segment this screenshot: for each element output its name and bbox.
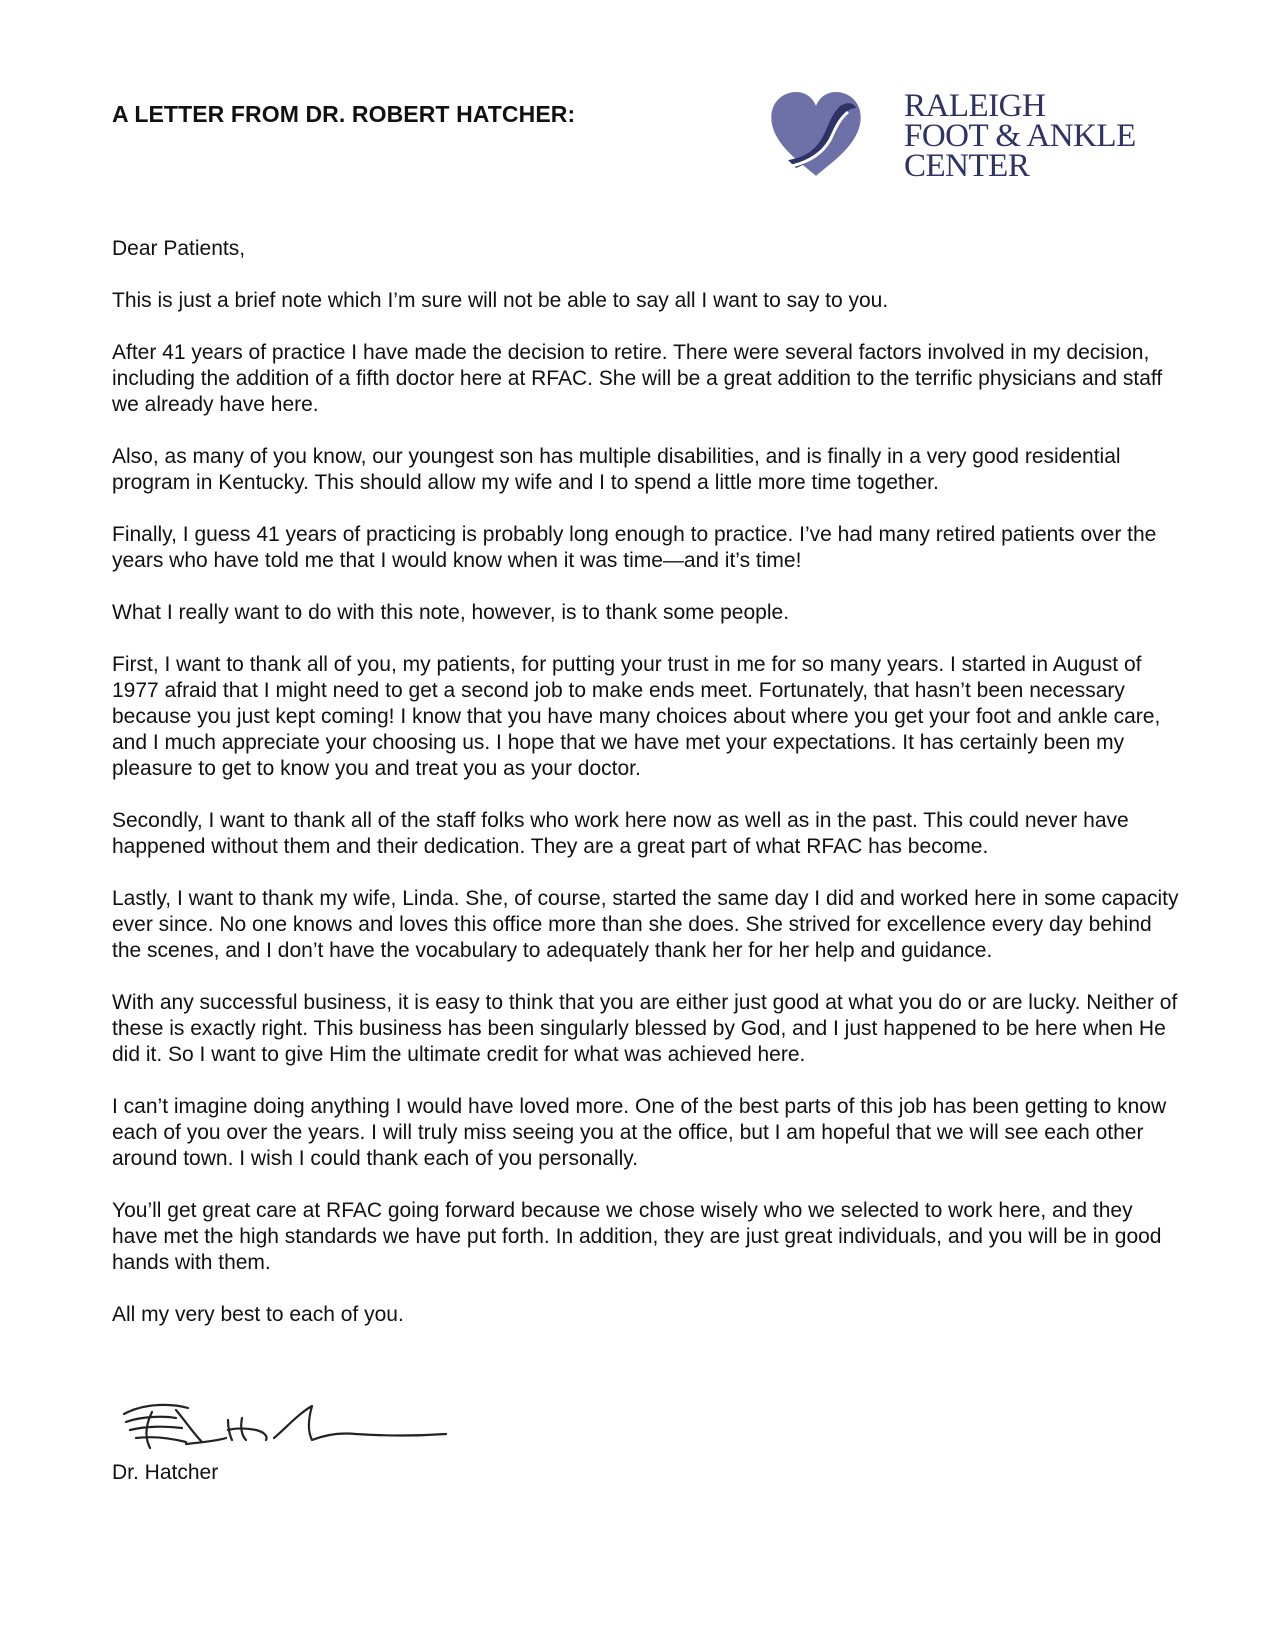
letter-paragraph: This is just a brief note which I’m sure will not be able to say all I want to say to you. xyxy=(112,289,889,312)
page-title: A LETTER FROM DR. ROBERT HATCHER: xyxy=(112,101,576,127)
letter-paragraph: Lastly, I want to thank my wife, Linda. She, of course, started the same day I did and worked here in some capacity ever since. No one knows and loves this office more than she does. She strived for excellence every day behind the scenes, and I don’t have the vocabulary to adequately thank her for her help and guidance. xyxy=(112,887,1179,962)
letter-paragraph: I can’t imagine doing anything I would have loved more. One of the best parts of this job has been getting to know each of you over the years. I will truly miss seeing you at the office, but I am hopeful that we will see each other around town. I wish I could thank each of you personally. xyxy=(112,1095,1167,1170)
letter-body xyxy=(112,236,1182,1354)
heart-foot-icon xyxy=(768,88,864,180)
salutation: Dear Patients, xyxy=(112,237,246,260)
letter-paragraph: Finally, I guess 41 years of practicing is probably long enough to practice. I’ve had many retired patients over the years who have told me that I would know when it was time—and it’s time! xyxy=(112,523,1157,572)
letter-paragraph: What I really want to do with this note, however, is to thank some people. xyxy=(112,601,790,624)
letter-paragraph: Secondly, I want to thank all of the staff folks who work here now as well as in the past. This could never have happened without them and their dedication. They are a great part of what RFAC has become. xyxy=(112,809,1129,858)
logo-line-3: CENTER xyxy=(904,148,1030,184)
handwritten-signature xyxy=(116,1392,456,1456)
logo-text xyxy=(904,88,1136,184)
letter-paragraph: First, I want to thank all of you, my patients, for putting your trust in me for so many years. I started in August of 1977 afraid that I might need to get a second job to make ends meet. Fortunately, that hasn’t been necessary because you just kept coming! I know that you have many choices about where you get your foot and ankle care, and I much appreciate your choosing us. I hope that we have met your expectations. It has certainly been my pleasure to get to know you and treat you as your doctor. xyxy=(112,653,1161,780)
letter-paragraph: With any successful business, it is easy to think that you are either just good at what you do or are lucky. Neither of these is exactly right. This business has been singularly blessed by God, and I just happened to be here when He did it. So I want to give Him the ultimate credit for what was achieved here. xyxy=(112,991,1178,1066)
logo-line-1: RALEIGH xyxy=(904,88,1046,124)
letter-paragraph: All my very best to each of you. xyxy=(112,1303,404,1326)
letter-paragraph: After 41 years of practice I have made the decision to retire. There were several factors involved in my decision, including the addition of a fifth doctor here at RFAC. She will be a great addition to the terrific physicians and staff we already have here. xyxy=(112,341,1163,416)
letter-paragraph: You’ll get great care at RFAC going forward because we chose wisely who we selected to work here, and they have met the high standards we have put forth. In addition, they are just great individuals, and you will be in good hands with them. xyxy=(112,1199,1162,1274)
letter-paragraph: Also, as many of you know, our youngest son has multiple disabilities, and is finally in a very good residential program in Kentucky. This should allow my wife and I to spend a little more time together. xyxy=(112,445,1121,494)
clinic-logo xyxy=(800,88,1160,188)
signatory-name: Dr. Hatcher xyxy=(112,1461,219,1484)
logo-line-2: FOOT & ANKLE xyxy=(904,118,1136,154)
